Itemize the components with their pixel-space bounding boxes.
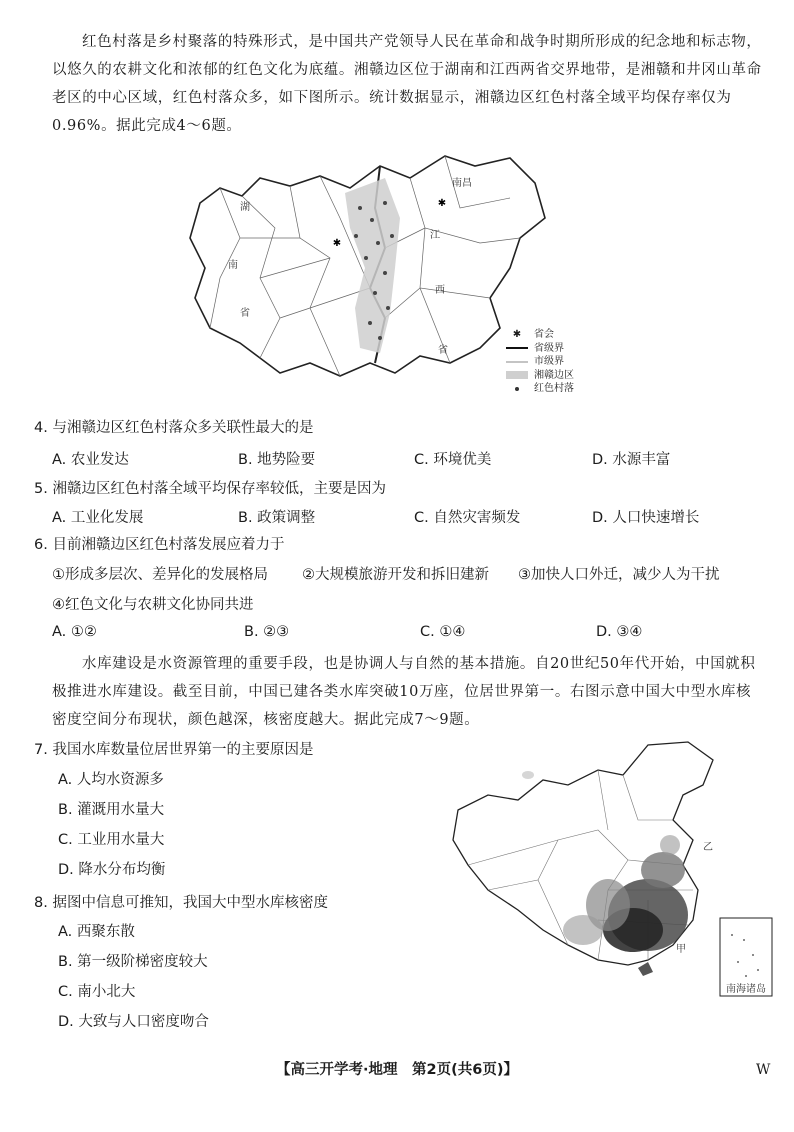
q6-option-a[interactable]: A. ①② xyxy=(52,624,97,640)
map-label-sheng-right: 省 xyxy=(438,345,448,356)
q6-item-2: ②大规模旅游开发和拆旧建新 xyxy=(302,567,489,583)
map-label-nan: 南 xyxy=(228,260,238,271)
q8-option-a[interactable]: A. 西聚东散 xyxy=(58,924,135,940)
q5-option-c[interactable]: C. 自然灾害频发 xyxy=(414,510,521,526)
legend-row-village: 红色村落 xyxy=(506,382,574,396)
south-china-sea-inset xyxy=(720,918,772,996)
q5-option-b[interactable]: B. 政策调整 xyxy=(238,510,316,526)
map-label-nanchang: 南昌 xyxy=(452,178,472,189)
q6-option-d[interactable]: D. ③④ xyxy=(596,624,643,640)
passage-2: 水库建设是水资源管理的重要手段，也是协调人与自然的基本措施。自20世纪50年代开始，中国就积极推进水库建设。截至目前，中国已建各类水库突破10万座，位居世界第一。右图示意中国大中型水库核密度空间分布现状，颜色越深，核密度越大。据此完成7～9题。 xyxy=(52,656,756,728)
density-shading xyxy=(522,771,688,952)
question-4-stem: 4. 与湘赣边区红色村落众多关联性最大的是 xyxy=(34,420,314,436)
q4-option-d[interactable]: D. 水源丰富 xyxy=(592,452,671,468)
legend-row-city: 市级界 xyxy=(506,355,574,369)
q6-option-c[interactable]: C. ①④ xyxy=(420,624,466,640)
q8-option-b[interactable]: B. 第一级阶梯密度较大 xyxy=(58,954,208,970)
map-label-xi: 西 xyxy=(435,285,445,296)
q8-option-c[interactable]: C. 南小北大 xyxy=(58,984,136,1000)
hainan-island xyxy=(638,962,653,976)
q7-option-a[interactable]: A. 人均水资源多 xyxy=(58,772,164,788)
china-reservoir-density-map xyxy=(448,740,778,1002)
border-region-shading xyxy=(345,178,400,353)
page-footer: 【高三开学考·地理 第2页(共6页)】 xyxy=(276,1062,518,1078)
q6-item-4: ④红色文化与农耕文化协同共进 xyxy=(52,597,254,613)
question-7-stem: 7. 我国水库数量位居世界第一的主要原因是 xyxy=(34,742,314,758)
q4-option-b[interactable]: B. 地势险要 xyxy=(238,452,316,468)
q5-option-a[interactable]: A. 工业化发展 xyxy=(52,510,144,526)
map1-legend xyxy=(506,328,574,396)
q6-item-3: ③加快人口外迁，减少人为干扰 xyxy=(518,567,720,583)
capital-star-icon: ✱ xyxy=(512,329,522,340)
q6-option-b[interactable]: B. ②③ xyxy=(244,624,290,640)
map2-label-jia: 甲 xyxy=(676,944,686,955)
xiang-gan-border-map xyxy=(180,148,560,398)
q7-option-b[interactable]: B. 灌溉用水量大 xyxy=(58,802,165,818)
city-boundary-icon xyxy=(506,360,528,364)
page-mark: W xyxy=(756,1062,771,1078)
q4-option-c[interactable]: C. 环境优美 xyxy=(414,452,492,468)
red-village-dot-icon xyxy=(506,386,528,392)
q7-option-c[interactable]: C. 工业用水量大 xyxy=(58,832,165,848)
question-6-stem: 6. 目前湘赣边区红色村落发展应着力于 xyxy=(34,537,285,553)
province-boundary-icon xyxy=(506,346,528,350)
question-8-stem: 8. 据图中信息可推知，我国大中型水库核密度 xyxy=(34,895,328,911)
q6-item-1: ①形成多层次、差异化的发展格局 xyxy=(52,567,268,583)
map-label-sheng-left: 省 xyxy=(240,308,250,319)
question-5-stem: 5. 湘赣边区红色村落全域平均保存率较低，主要是因为 xyxy=(34,481,386,497)
svg-text:✱: ✱ xyxy=(332,238,342,249)
q4-option-a[interactable]: A. 农业发达 xyxy=(52,452,129,468)
legend-row-province: 省级界 xyxy=(506,342,574,356)
q7-option-d[interactable]: D. 降水分布均衡 xyxy=(58,862,166,878)
border-region-icon xyxy=(506,371,528,379)
map-label-hu: 湖 xyxy=(240,202,250,213)
svg-text:✱: ✱ xyxy=(437,198,447,209)
map2-label-yi: 乙 xyxy=(703,842,713,853)
q8-option-d[interactable]: D. 大致与人口密度吻合 xyxy=(58,1014,209,1030)
legend-row-region: 湘赣边区 xyxy=(506,369,574,383)
map-label-jiang: 江 xyxy=(430,230,440,241)
legend-row-capital: ✱ 省会 xyxy=(506,328,574,342)
q5-option-d[interactable]: D. 人口快速增长 xyxy=(592,510,700,526)
passage-1: 红色村落是乡村聚落的特殊形式，是中国共产党领导人民在革命和战争时期所形成的纪念地和标志物，以悠久的农耕文化和浓郁的红色文化为底蕴。湘赣边区位于湖南和江西两省交界地带，是湘赣和井冈山革命老区的中心区域，红色村落众多，如下图所示。统计数据显示，湘赣边区红色村落全域平均保存率仅为0.96%。据此完成4～6题。 xyxy=(52,34,762,134)
inset-label: 南海诸岛 xyxy=(726,984,766,995)
